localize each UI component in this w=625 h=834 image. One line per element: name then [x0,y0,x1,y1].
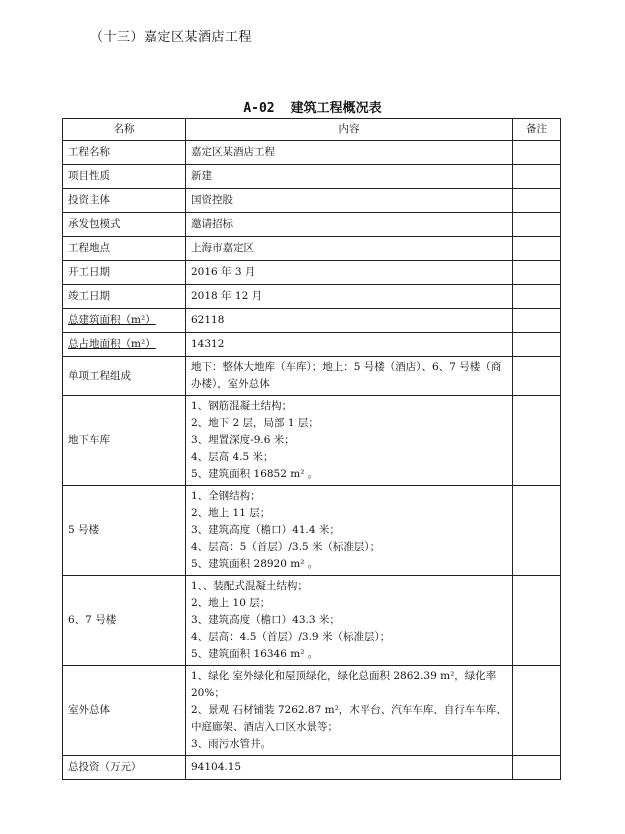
section-heading: （十三）嘉定区某酒店工程 [90,30,253,45]
table-row [63,486,561,576]
row-name: 单项工程组成 [63,357,186,396]
content-line: 1、、装配式混凝土结构； [191,580,308,592]
row-content: 上海市嘉定区 [186,237,513,261]
content-line: 5、建筑面积 28920 m² 。 [191,558,319,570]
content-line: 3、建筑高度（檐口）41.4 米； [191,524,340,536]
content-line: 4、层高：4.5（首层）/3.9 米（标准层）； [191,631,391,643]
row-name: 6、7 号楼 [63,576,186,666]
table-row [63,333,561,357]
table-row [63,213,561,237]
row-content: 2018 年 12 月 [186,285,513,309]
row-note [513,237,561,261]
row-content: 94104.15 [186,756,513,780]
row-content: 2016 年 3 月 [186,261,513,285]
table-row [63,396,561,486]
header-note: 备注 [513,119,561,141]
table-row [63,189,561,213]
row-name: 地下车库 [63,396,186,486]
project-overview-table [62,118,561,780]
row-content [186,576,513,666]
row-content: 62118 [186,309,513,333]
row-name: 室外总体 [63,666,186,756]
content-line: 5、建筑面积 16346 m² 。 [191,648,319,660]
content-line: 3、雨污水管井。 [191,738,272,750]
row-note [513,756,561,780]
row-content: 14312 [186,333,513,357]
row-note [513,261,561,285]
table-row [63,237,561,261]
row-note [513,666,561,756]
content-line: 中庭廊架、酒店入口区水景等； [191,721,338,733]
table-title-text: 建筑工程概况表 [290,101,382,116]
table-row [63,576,561,666]
row-note [513,165,561,189]
row-content [186,396,513,486]
row-name: 工程名称 [63,141,186,165]
content-line: 3、建筑高度（檐口）43.3 米； [191,614,340,626]
row-name: 项目性质 [63,165,186,189]
table-row [63,141,561,165]
row-content: 邀请招标 [186,213,513,237]
content-line: 4、层高：5（首层）/3.5 米（标准层）； [191,541,381,553]
row-content: 新建 [186,165,513,189]
row-name: 总建筑面积（m²） [63,309,186,333]
content-line: 2、地上 11 层； [191,507,271,519]
content-line: 5、建筑面积 16852 m² 。 [191,468,319,480]
row-note [513,357,561,396]
row-content: 国资控股 [186,189,513,213]
table-row [63,165,561,189]
table-row [63,285,561,309]
content-line: 办楼），室外总体 [191,378,270,390]
row-note [513,486,561,576]
row-name: 承发包模式 [63,213,186,237]
row-content [186,486,513,576]
row-note [513,396,561,486]
table-header-row [63,119,561,141]
content-line: 1、钢筋混凝土结构； [191,400,293,412]
content-line: 地下：整体大地库（车库）；地上：5 号楼（酒店）、6、7 号楼（商 [191,361,502,373]
content-line: 4、层高 4.5 米； [191,451,274,463]
row-name: 开工日期 [63,261,186,285]
row-note [513,333,561,357]
table-row [63,309,561,333]
row-note [513,189,561,213]
row-content [186,666,513,756]
table-code: A-02 [243,101,275,116]
row-note [513,285,561,309]
row-content: 嘉定区某酒店工程 [186,141,513,165]
content-line: 2、景观 石材铺装 7262.87 m²，木平台、汽车车库、自行车车库、 [191,704,507,716]
header-content: 内容 [186,119,513,141]
content-line: 2、地下 2 层，局部 1 层； [191,417,319,429]
row-note [513,576,561,666]
content-line: 1、绿化 室外绿化和屋顶绿化，绿化总面积 2862.39 m²，绿化率 [191,670,497,682]
row-name: 5 号楼 [63,486,186,576]
row-note [513,213,561,237]
table-row [63,756,561,780]
content-line: 1、全钢结构； [191,490,261,502]
row-note [513,141,561,165]
row-name: 工程地点 [63,237,186,261]
table-row [63,261,561,285]
table-row [63,666,561,756]
row-name: 投资主体 [63,189,186,213]
row-name: 竣工日期 [63,285,186,309]
row-name: 总投资（万元） [63,756,186,780]
table-row [63,357,561,396]
header-name: 名称 [63,119,186,141]
content-line: 20%； [191,687,225,699]
content-line: 2、地上 10 层； [191,597,271,609]
content-line: 3、埋置深度-9.6 米； [191,434,295,446]
row-note [513,309,561,333]
table-title [0,97,625,116]
row-name: 总占地面积（m²） [63,333,186,357]
row-content [186,357,513,396]
